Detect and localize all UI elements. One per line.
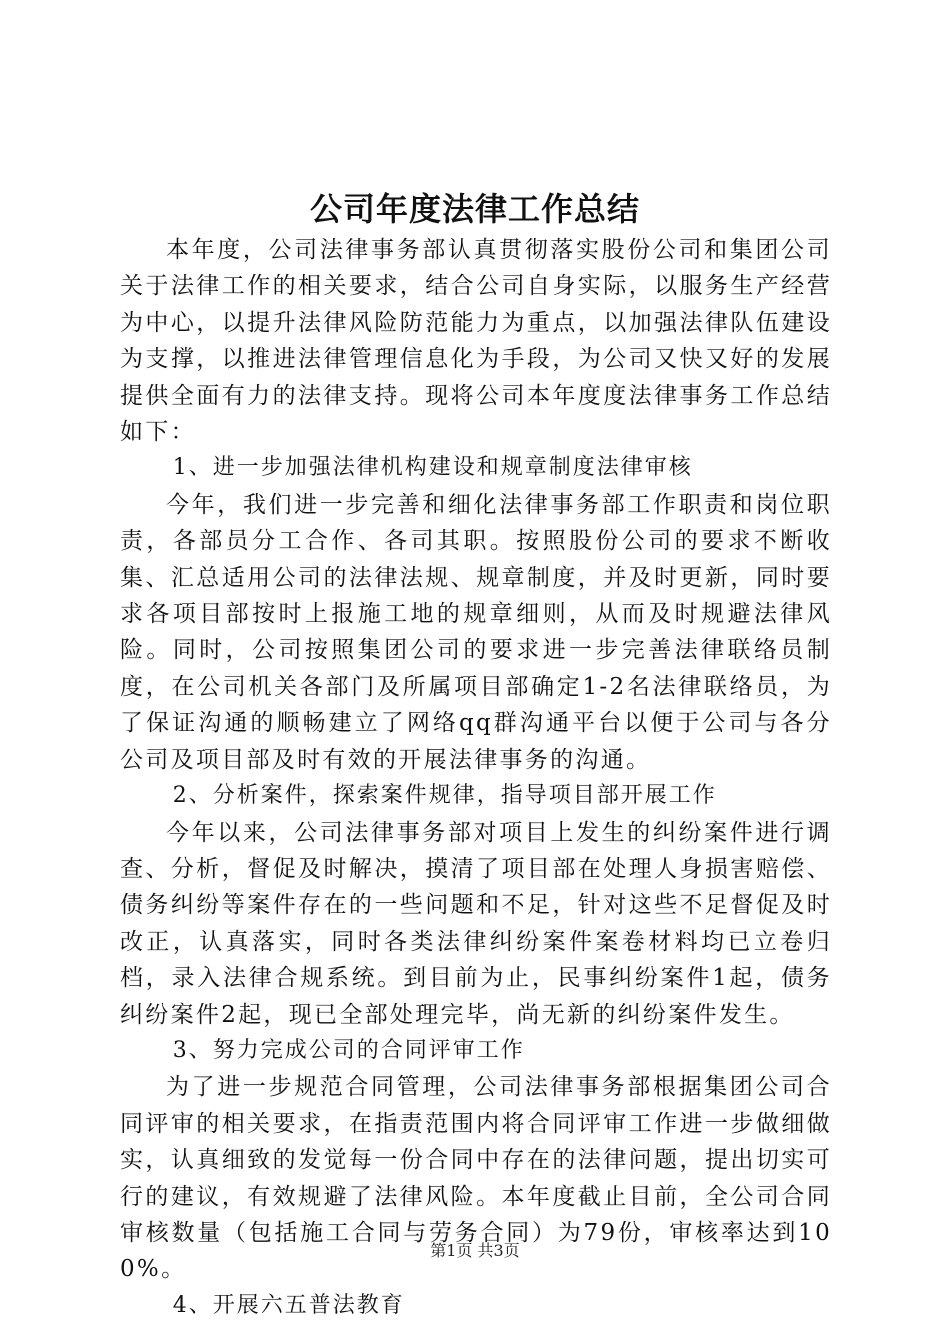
section-paragraph-2: 今年以来，公司法律事务部对项目上发生的纠纷案件进行调查、分析，督促及时解决，摸清了项目部在处理人身损害赔偿、债务纠纷等案件存在的一些问题和不足，针对这些不足督促及时改正，认真落实，同时各类法律纠纷案件案卷材料均已立卷归档，录入法律合规系统。到目前为止，民事纠纷案件1起，债务纠纷案件2起，现已全部处理完毕，尚无新的纠纷案件发生。 bbox=[120, 819, 832, 1028]
section-heading-4: 4、开展六五普法教育 bbox=[172, 1292, 405, 1318]
document-body bbox=[120, 232, 832, 1324]
section-paragraph-3: 为了进一步规范合同管理，公司法律事务部根据集团公司合同评审的相关要求，在指责范围内将合同评审工作进一步做细做实，认真细致的发觉每一份合同中存在的法律问题，提出切实可行的建议，有效规避了法律风险。本年度截止目前，全公司合同审核数量（包括施工合同与劳务合同）为79份，审核率达到100%。 bbox=[120, 1074, 832, 1283]
intro-paragraph: 本年度，公司法律事务部认真贯彻落实股份公司和集团公司关于法律工作的相关要求，结合公司自身实际，以服务生产经营为中心，以提升法律风险防范能力为重点，以加强法律队伍建设为支撑，以推进法律管理信息化为手段，为公司又快又好的发展提供全面有力的法律支持。现将公司本年度度法律事务工作总结如下： bbox=[120, 237, 832, 446]
section-heading-2: 2、分析案件，探索案件规律，指导项目部开展工作 bbox=[172, 783, 717, 809]
document-title: 公司年度法律工作总结 bbox=[309, 190, 640, 228]
section-paragraph-1: 今年，我们进一步完善和细化法律事务部工作职责和岗位职责，各部员分工合作、各司其职。按照股份公司的要求不断收集、汇总适用公司的法律法规、规章制度，并及时更新，同时要求各项目部按时上报施工地的规章细则，从而及时规避法律风险。同时，公司按照集团公司的要求进一步完善法律联络员制度，在公司机关各部门及所属项目部确定1-2名法律联络员，为了保证沟通的顺畅建立了网络qq群沟通平台以便于公司与各分公司及项目部及时有效的开展法律事务的沟通。 bbox=[120, 491, 832, 773]
page-footer: 第1页 共3页 bbox=[430, 1241, 520, 1260]
section-heading-1: 1、进一步加强法律机构建设和规章制度法律审核 bbox=[172, 455, 693, 481]
section-heading-3: 3、努力完成公司的合同评审工作 bbox=[172, 1037, 525, 1063]
